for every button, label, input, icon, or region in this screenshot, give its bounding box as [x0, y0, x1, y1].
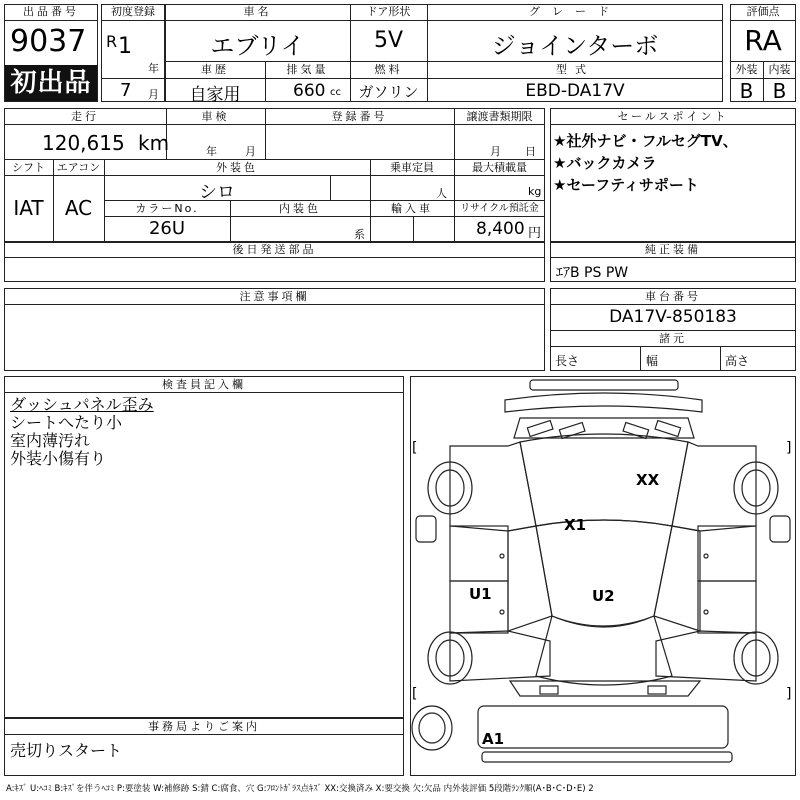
legend: A:ｷｽﾞ U:ﾍｺﾐ B:ｷｽﾞを伴うﾍｺﾐ P:要塗装 W:補修跡 S:錆 C:腐食、穴 G:ﾌﾛﾝﾄｶﾞﾗｽ点ｷｽﾞ XX:交換済み X:要交換 欠:欠品 内外装評価 5段階ﾗﾝｸ順(A･B･C･D･E) 2 — [6, 784, 594, 794]
interior-grade: B — [772, 79, 787, 103]
equipment-label: 純正装備 — [645, 243, 701, 256]
ext-color-label: 外装色 — [216, 161, 258, 174]
inspector-line-1: ダッシュパネル歪み — [10, 395, 154, 414]
length-label: 長さ — [555, 354, 580, 368]
grade-label: グレード — [529, 5, 621, 18]
inspection-label: 車検 — [201, 110, 230, 123]
damage-mark-u2: U2 — [592, 587, 615, 605]
displacement: 660 — [293, 81, 326, 101]
transfer-day-unit: 日 — [525, 145, 536, 158]
recycle-unit: 円 — [528, 226, 542, 241]
displacement-unit: cc — [330, 87, 341, 98]
transfer-label: 譲渡書類期限 — [466, 110, 533, 123]
office-label: 事務局よりご案内 — [148, 720, 260, 733]
recycle-value: 8,400 — [476, 219, 525, 239]
import-label: 輸入車 — [391, 202, 433, 215]
inspection-month-unit: 月 — [245, 145, 256, 158]
model: EBD-DA17V — [525, 81, 625, 101]
inspection-year-unit: 年 — [206, 145, 217, 158]
first-listing-badge: 初出品 — [5, 65, 97, 101]
exterior-grade: B — [739, 79, 754, 103]
width-label: 幅 — [646, 354, 659, 368]
era: R — [106, 32, 118, 51]
bracket-right-front: ] — [786, 440, 792, 456]
car-name: エブリイ — [210, 32, 305, 60]
fuel: ガソリン — [358, 83, 419, 101]
reg-month-unit: 月 — [148, 88, 159, 101]
damage-mark-a1: A1 — [482, 730, 505, 748]
interior-grade-label: 内装 — [768, 63, 791, 76]
notes-label: 注意事項欄 — [239, 290, 310, 303]
grade: ジョインターボ — [491, 32, 659, 60]
first-registration-label: 初度登録 — [111, 5, 155, 18]
car-name-label: 車名 — [243, 5, 272, 18]
color-no: 26U — [148, 218, 186, 239]
capacity-unit: 人 — [436, 187, 447, 200]
history: 自家用 — [189, 85, 241, 105]
ac: AC — [64, 196, 93, 220]
rating-label: 評価点 — [746, 5, 780, 18]
door-label: ドア形状 — [366, 5, 411, 18]
listing-label: 出品番号 — [23, 5, 79, 18]
specs-label: 諸元 — [659, 332, 687, 345]
max-load-unit: kg — [528, 185, 542, 198]
inspector-label: 検査員記入欄 — [162, 378, 246, 391]
fuel-label: 燃料 — [374, 63, 403, 76]
height-label: 高さ — [725, 354, 750, 368]
mileage-unit: km — [138, 131, 170, 155]
rating: RA — [744, 24, 782, 57]
inspector-line-3: 室内薄汚れ — [10, 431, 91, 450]
listing-number: 9037 — [10, 24, 87, 59]
later-parts-label: 後日発送部品 — [232, 243, 317, 256]
damage-mark-u1: U1 — [469, 585, 492, 603]
color-no-label: カラーNo. — [135, 202, 199, 215]
int-color-unit: 系 — [354, 228, 365, 241]
ac-label: エアコン — [56, 161, 101, 174]
shift-label: シフト — [12, 161, 45, 174]
bracket-left-front: [ — [412, 440, 418, 456]
door-type: 5V — [373, 28, 404, 53]
sales-point-1: ★社外ナビ・フルセグTV、 — [553, 132, 738, 150]
mileage-label: 走行 — [71, 110, 99, 123]
history-label: 車歴 — [201, 63, 229, 76]
office-text: 売切りスタート — [10, 741, 123, 760]
chassis-label: 車台番号 — [645, 290, 701, 303]
transfer-month-unit: 月 — [490, 145, 501, 158]
damage-mark-x1: X1 — [564, 516, 587, 534]
equipment-value: ｴｱB PS PW — [556, 265, 629, 281]
sales-point-3: ★セーフティサポート — [553, 176, 699, 194]
damage-mark-xx: XX — [636, 471, 660, 489]
ext-color: シロ — [199, 182, 235, 203]
recycle-label: リサイクル預託金 — [460, 203, 539, 214]
mileage: 120,615 — [42, 131, 125, 155]
sales-point-2: ★バックカメラ — [553, 154, 657, 172]
bracket-left-rear: [ — [412, 686, 418, 702]
inspector-line-4: 外装小傷有り — [10, 449, 107, 468]
sales-points-label: セールスポイント — [617, 110, 729, 123]
reg-year: 1 — [118, 34, 132, 59]
displacement-label: 排気量 — [286, 63, 329, 76]
chassis-number: DA17V-850183 — [609, 307, 737, 327]
max-load-label: 最大積載量 — [472, 161, 527, 174]
reg-month: 7 — [120, 80, 132, 101]
bracket-right-rear: ] — [786, 686, 792, 702]
capacity-label: 乗車定員 — [390, 161, 434, 174]
reg-no-label: 登録番号 — [331, 110, 388, 123]
model-label: 型式 — [556, 63, 594, 76]
car-diagram — [410, 376, 796, 776]
shift: IAT — [13, 196, 44, 220]
int-color-label: 内装色 — [279, 202, 321, 215]
inspector-line-2: シートへたり小 — [10, 413, 123, 432]
reg-year-unit: 年 — [148, 62, 159, 75]
exterior-grade-label: 外装 — [735, 63, 758, 76]
